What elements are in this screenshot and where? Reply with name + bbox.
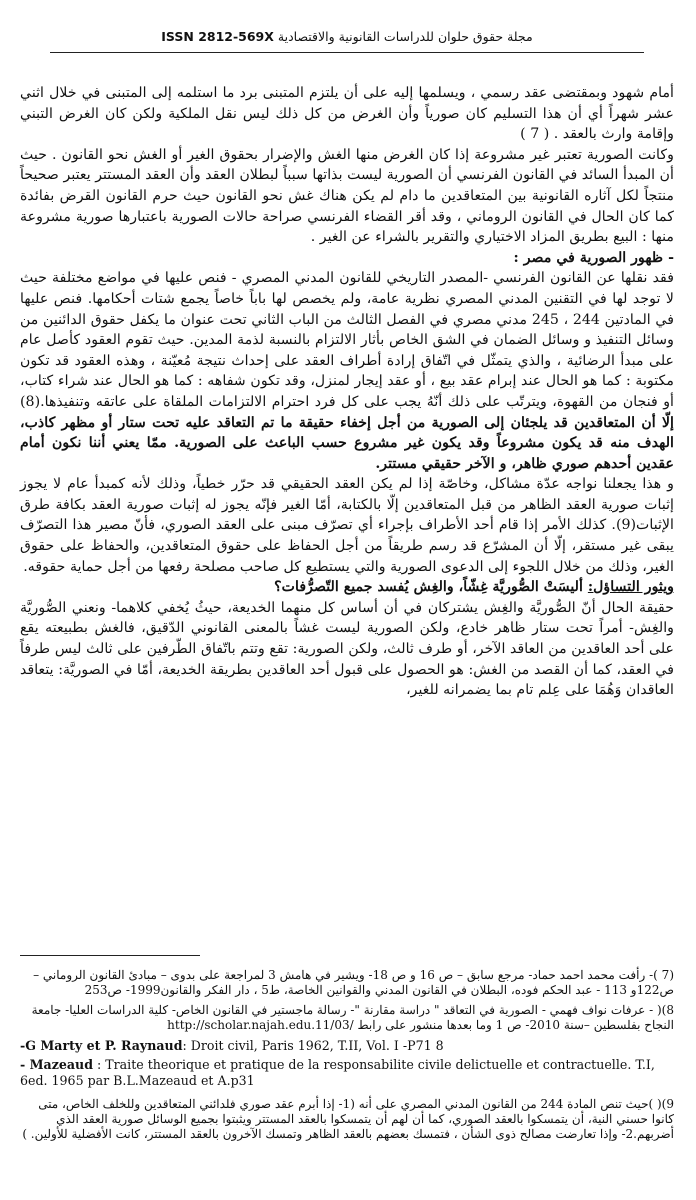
paragraph-1: أمام شهود وبمقتضى عقد رسمي ، ويسلمها إليه على أن يلتزم المتبنى برد ما استلمه إلى المتبنى في خلال اثني عشر شهراً أي أن هذا التسليم كان صورياً وأن الغرض من كل ذلك ليس نقل الملكية ولكن كان الغرض التبني وإقامة وارث بالعقد . ( 7 ) <box>20 85 674 143</box>
reference-marty <box>20 1038 674 1054</box>
section-heading-question <box>20 577 674 598</box>
main-text <box>20 83 674 701</box>
question-text: أليسَتْ الصُّوريَّة غِشّاً، والغِش يُفسد جميع التّصرُّفات؟ <box>274 579 588 596</box>
footnote-separator <box>20 955 200 956</box>
paragraph-3 <box>20 268 674 474</box>
reference-marty-detail: : Droit civil, Paris 1962, T.II, Vol. I -P71 8 <box>182 1037 444 1053</box>
header-journal-title: مجلة حقوق حلوان للدراسات القانونية والاقتصادية <box>277 29 533 44</box>
footnote-8 <box>20 1003 674 1034</box>
footnote-7: (7 )- رأفت محمد احمد حماد- مرجع سابق – ص 16 و ص 18- ويشير في هامش 3 لمراجعة على بدوى – مبادئ القانون الروماني – ص122و 113 - عبد الحكم فوده، البطلان في القانون المدني والقوانين الخاصة، ط5 ، دار الفكر والقانون1999- ص253 <box>33 968 674 998</box>
paragraph-3-bold: إلّا أن المتعاقدين قد يلجئان إلى الصورية من أجل إخفاء حقيقة ما تم التعاقد عليه تحت ستار أو مظهر كاذب، الهدف منه قد يكون مشروعاً وقد يكون غير مشروع حسب الباعث على الصورية. ممّا يعني أننا نكون أمام عقدين أحدهم صوري ظاهر، و الآخر حقيقي مستتر. <box>20 414 674 472</box>
footnote-9: 9)( )حيث تنص المادة 244 من القانون المدني المصري على أنه (1- إذا أبرم عقد صوري فلدائني المتعاقدين وللخلف الخاص، متى كانوا حسني النية، أن يتمسكوا بالعقد الصوري، كما أن لهم أن يتمسكوا بالعقد المستتر ويثبتوا بجميع الوسائل صورية العقد الذي أضربهم.2- وإذا تعارضت مصالح ذوى الشأن ، فتمسك بعضهم بالعقد الظاهر وتمسك الآخرون بالعقد المستتر، كانت الأفضلية للأولين. ) <box>22 1096 674 1142</box>
section-heading-egypt: - ظهور الصورية في مصر : <box>513 249 674 266</box>
reference-marty-author: -G Marty et P. Raynaud <box>20 1037 183 1053</box>
running-header <box>20 0 674 46</box>
paragraph-2: وكانت الصورية تعتبر غير مشروعة إذا كان الغرض منها الغش والإضرار بحقوق الغير أو الغش نحو القانون . حيث أن المبدأ السائد في القانون الفرنسي أن الصورية ليست بذاتها سبباً لبطلان العقد وأن العقد المستتر يعتبر صحيحاً منتجاً لكل آثاره القانونية بين المتعاقدين ما دام لم يكن هناك غش نحو القانون حيث حرم القانون القرض بفائدة كما كان الحال في القانون الروماني ، وقد أقر القضاء الفرنسي صراحة حالات الصورية باعتبارها صورية مشروعة منها : البيع بطريق المزاد الاختياري والتقرير بالشراء عن الغير . <box>20 146 674 246</box>
footnote-8-text: 8)( - عرفات نواف فهمي - الصورية في التعاقد " دراسة مقارنة "- رسالة ماجستير في القانون الخاص- كلية الدراسات العليا- جامعة النجاح بفلسطين –سنة 2010- ص 1 وما بعدها منشور على رابط <box>31 1002 674 1033</box>
reference-mazeaud-detail: : Traite theorique et pratique de la responsabilite civile delictuelle et contractuelle. T.I, 6ed. 1965 par B.L.Mazeaud et A.p31 <box>20 1056 655 1088</box>
header-issn: ISSN 2812-569X <box>161 29 274 44</box>
header-divider <box>50 52 644 53</box>
footnotes <box>20 968 674 1147</box>
footnote-8-link[interactable]: http://scholar.najah.edu.11/03/ <box>167 1018 354 1033</box>
reference-mazeaud <box>20 1057 674 1089</box>
paragraph-5: حقيقة الحال أنّ الصُّوريَّة والغِش يشتركان في أن أساس كل منهما الخديعة، حيثُ يُخفي كلاهما- ونعني الصُّوريَّة والغِش- أمراً تحت ستار ظاهر خادع، ولكن الصورية ليست غشاً بالمعنى القانوني الدّقيق، فالغش بطبيعته يقع على أحد العاقدين من العاقد الآخر، أو طرف ثالث، ولكن الصورية: تقع وتتم باتّفاق الطّرفين على ثالث ليس طرفاً في العقد، كما أن القصد من الغش: هو الحصول على قبول أحد العاقدين بطريقة الخديعة، أمّا في الصوريَّة: يتعاقد العاقدان وَهُمَا على عِلم تام بما يضمرانه للغير، <box>20 599 674 699</box>
paragraph-4: و هذا يجعلنا نواجه عدّة مشاكل، وخاصّة إذا لم يكن العقد الحقيقي قد حرّر خطياً، وذلك لأنه كمبدأ عام لا يجوز إثبات صورية العقد الظاهر من قبل المتعاقدين إلّا بالكتابة، أمّا الغير فإنّه يجوز له إثبات صورية العقد بكافة طرق الإثبات(9). كذلك الأمر إذا قام أحد الأطراف بإجراء أي تصرّف مبنى على العقد الصوري، فأنّ مصير هذا التصرّف يبقى غير مستقر، إلّا أن المشرّع قد رسم طريقاً من أجل الحفاظ على حقوق المتعاقدين، والحفاظ على حقوق الغير، وذلك من خلال اللجوء إلى الدعوى الصورية والتي يستطيع كل صاحب مصلحة رفعها من أجل حماية حقوقه. <box>20 476 674 575</box>
paragraph-3-text: فقد نقلها عن القانون الفرنسي -المصدر التاريخي للقانون المدني المصري - فنص عليها في مواضع مختلفة حيث لا توجد لها في التقنين المدني المصري نظرية عامة، ولم يخصص لها باباً خاصاً يجمع شتات أحكامها. فنص عليها في المادتين 244 ، 245 مدني مصري في الفصل الثالث من الباب الثاني تحت عنوان ما يكفل حقوق الدائنين من وسائل التنفيذ و وسائل الضمان في الشق الخاص بأثار الالتزام بالنسبة لذمة المدين. حيث تقوم العقود كأصل عام على مبدأ الرضائية ، والذي يتمثّل في اتّفاق إرادة أطراف العقد على إحداث نتيجة مُعيّنة ، وهذه العقود قد تكون مكتوبة : كما هو الحال عند إبرام عقد بيع ، أو عقد إيجار لمنزل، وقد تكون شفاهه : كما هو الحال عند شراء كتاب، أو فنجان من القهوة، ويترتّب على ذلك أنّهُ يجب على كل فرد احترام الالتزامات الملقاة على عاتقه وتنفيذها.(8) <box>20 270 674 410</box>
reference-mazeaud-author: - Mazeaud <box>20 1056 93 1072</box>
question-prefix: ويثور التساؤل: <box>587 579 674 596</box>
